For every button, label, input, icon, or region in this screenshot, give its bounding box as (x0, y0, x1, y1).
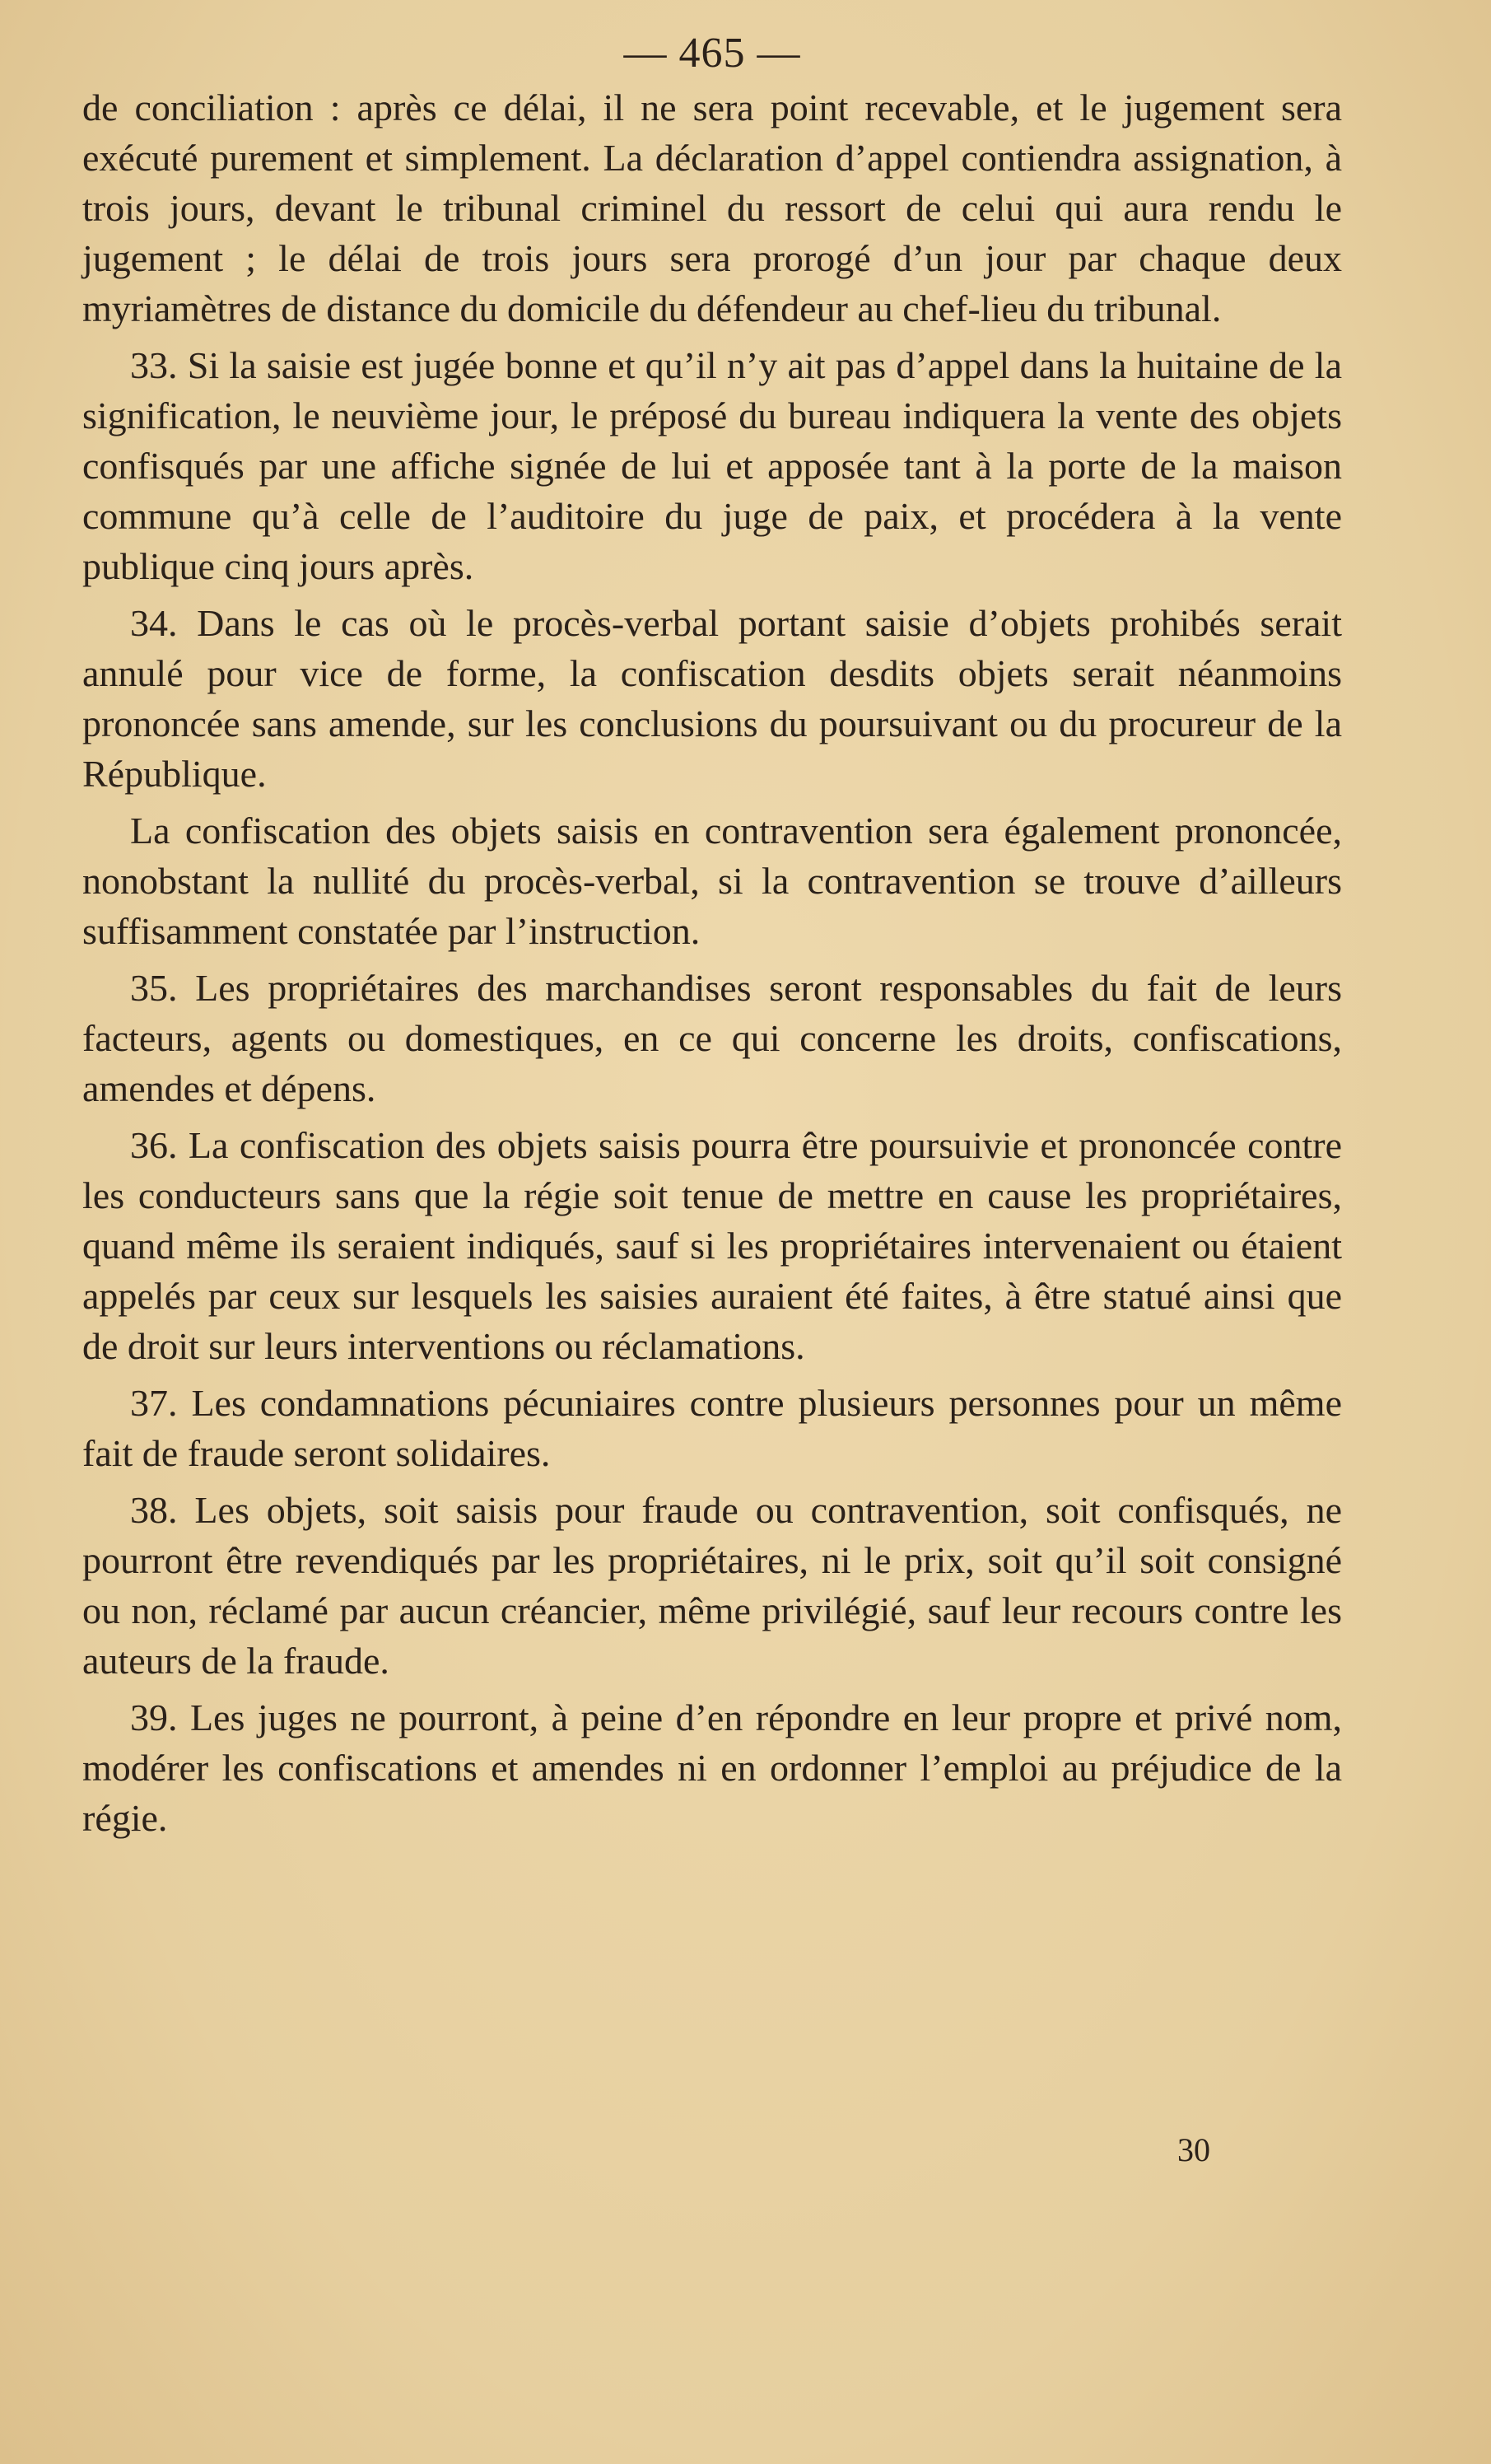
paragraph-article-36: 36. La confiscation des objets saisis pourra être poursuivie et prononcée contre les conducteurs sans que la régie soit tenue de mettre en cause les propriétaires, quand même ils seraient indiqués, sauf si les propriétaires intervenaient ou étaient appelés par ceux sur lesquels les saisies auraient été faites, à être statué ainsi que de droit sur leurs interventions ou réclamations. (82, 1124, 1342, 1367)
paragraph-article-39: 39. Les juges ne pourront, à peine d’en répondre en leur propre et privé nom, modérer les confiscations et amendes ni en ordonner l’emploi au préjudice de la régie. (82, 1696, 1342, 1839)
page-number: — 465 — (623, 30, 801, 77)
paragraph-article-38: 38. Les objets, soit saisis pour fraude ou contravention, soit confisqués, ne pourront être revendiqués par les propriétaires, ni le prix, soit qu’il soit consigné ou non, réclamé par aucun créancier, même privilégié, sauf leur recours contre les auteurs de la fraude. (82, 1489, 1342, 1682)
paragraph-article-34: 34. Dans le cas où le procès-verbal portant saisie d’objets prohibés serait annulé pour vice de forme, la confiscation desdits objets serait néanmoins prononcée sans amende, sur les conclusions du poursuivant ou du procureur de la République. (82, 602, 1342, 795)
paragraph-article-34-continued: La confiscation des objets saisis en contravention sera également prononcée, nonobstant la nullité du procès-verbal, si la contravention se trouve d’ailleurs suffisamment constatée par l’instruction. (82, 810, 1342, 952)
document-page (82, 25, 1342, 1850)
signature-mark: 30 (1177, 2131, 1210, 2168)
paragraph-article-33: 33. Si la saisie est jugée bonne et qu’il n’y ait pas d’appel dans la huitaine de la signification, le neuvième jour, le préposé du bureau indiquera la vente des objets confisqués par une affiche signée de lui et apposée tant à la porte de la maison commune qu’à celle de l’auditoire du juge de paix, et procédera à la vente publique cinq jours après. (82, 344, 1342, 587)
paragraph-article-35: 35. Les propriétaires des marchandises seront responsables du fait de leurs facteurs, agents ou domestiques, en ce qui concerne les droits, confiscations, amendes et dépens. (82, 967, 1342, 1109)
body-text (82, 82, 1342, 1843)
paragraph-continuation: de conciliation : après ce délai, il ne sera point recevable, et le jugement sera exécuté purement et simplement. La déclaration d’appel contiendra assignation, à trois jours, devant le tribunal criminel du ressort de celui qui aura rendu le jugement ; le délai de trois jours sera prorogé d’un jour par chaque deux myriamètres de distance du domicile du défendeur au chef-lieu du tribunal. (82, 86, 1342, 329)
paragraph-article-37: 37. Les condamnations pécuniaires contre plusieurs personnes pour un même fait de fraude seront solidaires. (82, 1382, 1342, 1474)
